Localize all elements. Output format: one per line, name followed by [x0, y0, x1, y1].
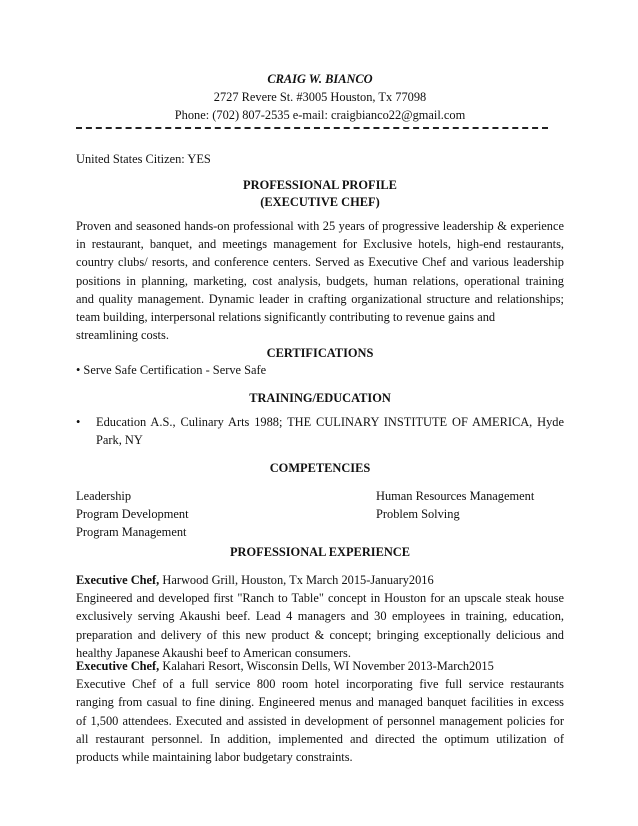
citizenship-line: United States Citizen: YES	[76, 152, 211, 166]
training-line: Park, NY	[96, 433, 143, 448]
job-entry	[76, 571, 564, 662]
job-detail: Harwood Grill, Houston, Tx March 2015-January2016	[159, 573, 434, 587]
profile-heading: PROFESSIONAL PROFILE	[243, 178, 397, 192]
job-entry	[76, 657, 564, 766]
profile-line: country clubs/ resorts, and conference centers. Served as Executive Chef and various leadership	[76, 255, 564, 270]
job-line: of 1,500 attendees. Executed and assisted in development of personnel management policies for	[76, 713, 564, 728]
certification-item: • Serve Safe Certification - Serve Safe	[76, 363, 267, 377]
job-line: healthy Japanese Akaushi beef to American consumers.	[76, 645, 351, 660]
profile-line: in restaurant, banquet, and meetings management for Exclusive hotels, high-end restaurants,	[76, 237, 564, 252]
job-detail: Kalahari Resort, Wisconsin Dells, WI November 2013-March2015	[159, 659, 494, 673]
competency-item: Program Management	[76, 525, 187, 539]
certifications-heading: CERTIFICATIONS	[266, 346, 374, 360]
candidate-name: CRAIG W. BIANCO	[267, 72, 373, 86]
experience-heading: PROFESSIONAL EXPERIENCE	[229, 545, 411, 559]
job-line: preparation and delivery of this new product & concept; bringing exceptionally delicious and	[76, 627, 564, 642]
job-role: Executive Chef,	[76, 659, 160, 673]
competencies-list	[76, 487, 564, 541]
contact-line: Phone: (702) 807-2535 e-mail: craigbianco22@gmail.com	[174, 108, 466, 122]
job-title-line	[76, 657, 564, 675]
profile-summary	[76, 217, 564, 344]
competencies-heading: COMPETENCIES	[269, 461, 371, 475]
job-line: exclusively serving Akaushi beef. Lead 4 managers and 30 employees in training, education,	[76, 609, 564, 624]
profile-line: team building, interpersonal relations significantly contributing to revenue gains and	[76, 310, 496, 325]
job-role: Executive Chef,	[76, 573, 160, 587]
training-item	[76, 413, 564, 453]
address-line: 2727 Revere St. #3005 Houston, Tx 77098	[213, 90, 427, 104]
competency-item: Human Resources Management	[376, 489, 535, 503]
training-heading: TRAINING/EDUCATION	[249, 391, 391, 405]
job-line: all restaurant personnel. In addition, implemented and directed the optimum utilization of	[76, 731, 564, 746]
profile-line: positions in planning, marketing, cost analysis, budgets, human relations, operational training	[76, 273, 564, 288]
profile-line: streamlining costs.	[76, 328, 169, 343]
job-line: Engineered and developed first "Ranch to Table" concept in Houston for an upscale steak house	[76, 591, 564, 606]
profile-line: and quality management. Dynamic leader in crafting organizational structure and relationships;	[76, 291, 564, 306]
job-title-line	[76, 571, 564, 589]
job-line: ranging from casual to fine dining. Engineered menus and managed banquet facilities in excess	[76, 695, 564, 710]
competency-item: Program Development	[76, 507, 189, 521]
job-line: Executive Chef of a full service 800 room hotel incorporating five full service restaurants	[76, 677, 564, 692]
profile-subheading: (EXECUTIVE CHEF)	[260, 195, 380, 209]
bullet-marker: •	[76, 415, 81, 429]
training-line: Education A.S., Culinary Arts 1988; THE CULINARY INSTITUTE OF AMERICA, Hyde	[96, 415, 564, 429]
job-line: products while maintaining labor budgetary constraints.	[76, 750, 353, 765]
profile-line: Proven and seasoned hands-on professional with 25 years of progressive leadership & experience	[76, 219, 564, 233]
competency-item: Problem Solving	[376, 507, 460, 521]
competency-item: Leadership	[76, 489, 132, 503]
header-divider	[76, 127, 548, 135]
